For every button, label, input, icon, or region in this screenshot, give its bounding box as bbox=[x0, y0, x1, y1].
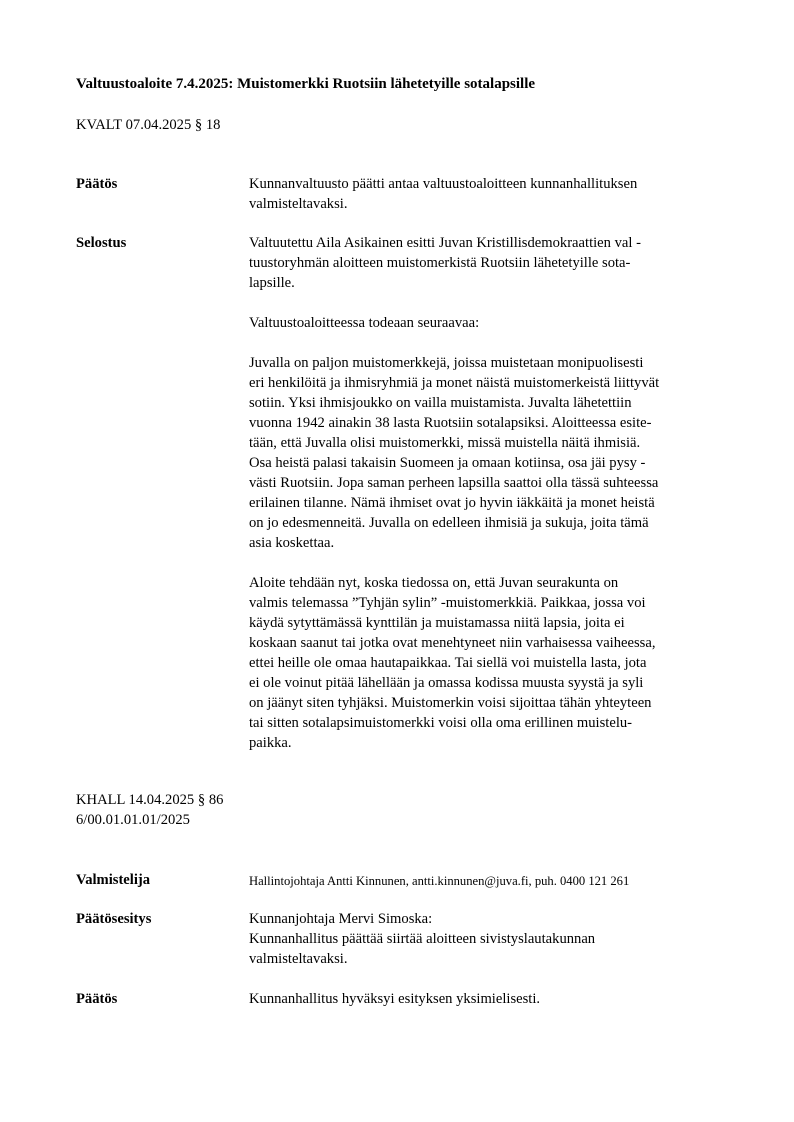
paatosesitys-label: Päätösesitys bbox=[76, 911, 152, 927]
text-line: Kunnanvaltuusto päätti antaa valtuustoaloitteen kunnanhallituksen bbox=[249, 176, 638, 192]
text-line: vuonna 1942 ainakin 38 lasta Ruotsiin sotalapsiksi. Aloitteessa esite- bbox=[249, 415, 652, 431]
text-line: Kunnanjohtaja Mervi Simoska: bbox=[249, 911, 433, 927]
text-line: Juvalla on paljon muistomerkkejä, joissa muistetaan monipuolisesti bbox=[249, 355, 644, 371]
text-line: Kunnanhallitus hyväksyi esityksen yksimielisesti. bbox=[249, 991, 541, 1007]
selostus-text bbox=[249, 233, 741, 753]
text-line: tuustoryhmän aloitteen muistomerkistä Ruotsiin lähetetyille sota- bbox=[249, 255, 631, 271]
decision-label: Päätös bbox=[76, 991, 118, 1007]
text-line: Valtuutettu Aila Asikainen esitti Juvan Kristillisdemokraattien val - bbox=[249, 235, 641, 251]
paragraph bbox=[249, 353, 741, 553]
text-line: erilainen tilanne. Nämä ihmiset ovat jo hyvin iäkkäitä ja monet heistä bbox=[249, 495, 655, 511]
kvalt-reference: KVALT 07.04.2025 § 18 bbox=[76, 117, 221, 133]
text-line: valmisteltavaksi. bbox=[249, 951, 348, 967]
text-line: tai sitten sotalapsimuistomerkki voisi olla oma erillinen muistelu- bbox=[249, 715, 633, 731]
text-line: Aloite tehdään nyt, koska tiedossa on, että Juvan seurakunta on bbox=[249, 575, 619, 591]
paragraph bbox=[249, 313, 741, 333]
text-line: asia koskettaa. bbox=[249, 535, 335, 551]
text-line: ettei heille ole omaa hautapaikkaa. Tai siellä voi muistella lasta, jota bbox=[249, 655, 647, 671]
text-line: eri henkilöitä ja ihmisryhmiä ja monet näistä muistomerkeistä liittyvät bbox=[249, 375, 660, 391]
text-line: Valtuustoaloitteessa todeaan seuraavaa: bbox=[249, 315, 480, 331]
text-line: koskaan saanut tai jotka ovat menehtyneet niin varhaisessa vaiheessa, bbox=[249, 635, 656, 651]
case-number: 6/00.01.01.01/2025 bbox=[76, 812, 190, 828]
text-line: västi Ruotsiin. Jopa saman perheen lapsilla saattoi olla tässä suhteessa bbox=[249, 475, 659, 491]
valmistelija-label: Valmistelija bbox=[76, 872, 151, 888]
paragraph bbox=[249, 573, 741, 753]
text-line: Kunnanhallitus päättää siirtää aloitteen sivistyslautakunnan bbox=[249, 931, 596, 947]
decision-text bbox=[249, 989, 741, 1009]
text-line: Osa heistä palasi takaisin Suomeen ja omaan kotiinsa, osa jäi pysy - bbox=[249, 455, 646, 471]
document-title: Valtuustoaloite 7.4.2025: Muistomerkki Ruotsiin lähetetyille sotalapsille bbox=[76, 76, 536, 92]
text-line: valmisteltavaksi. bbox=[249, 196, 348, 212]
text-line: paikka. bbox=[249, 735, 292, 751]
text-line: on jo edesmenneitä. Juvalla on edelleen ihmisiä ja sukuja, joita tämä bbox=[249, 515, 649, 531]
paatosesitys-text bbox=[249, 909, 741, 969]
text-line: sotiin. Yksi ihmisjoukko on vailla muistamista. Juvalta lähetettiin bbox=[249, 395, 632, 411]
decision-label: Päätös bbox=[76, 176, 118, 192]
text-line: valmis telemassa ”Tyhjän sylin” -muistomerkkiä. Paikkaa, jossa voi bbox=[249, 595, 646, 611]
valmistelija-text: Hallintojohtaja Antti Kinnunen, antti.kinnunen@juva.fi, puh. 0400 121 261 bbox=[249, 874, 630, 888]
text-line: ei ole voinut pitää lähellään ja omassa kodissa muusta syystä ja syli bbox=[249, 675, 644, 691]
text-line: lapsille. bbox=[249, 275, 295, 291]
paragraph bbox=[249, 233, 741, 293]
text-line: tään, että Juvalla olisi muistomerkki, missä muistella näitä ihmisiä. bbox=[249, 435, 641, 451]
selostus-label: Selostus bbox=[76, 235, 127, 251]
text-line: käydä sytyttämässä kynttilän ja muistamassa niitä lapsia, joita ei bbox=[249, 615, 625, 631]
khall-reference: KHALL 14.04.2025 § 86 bbox=[76, 792, 224, 808]
text-line: on jäänyt siten tyhjäksi. Muistomerkin voisi sijoittaa tähän yhteyteen bbox=[249, 695, 652, 711]
decision-text bbox=[249, 174, 741, 214]
